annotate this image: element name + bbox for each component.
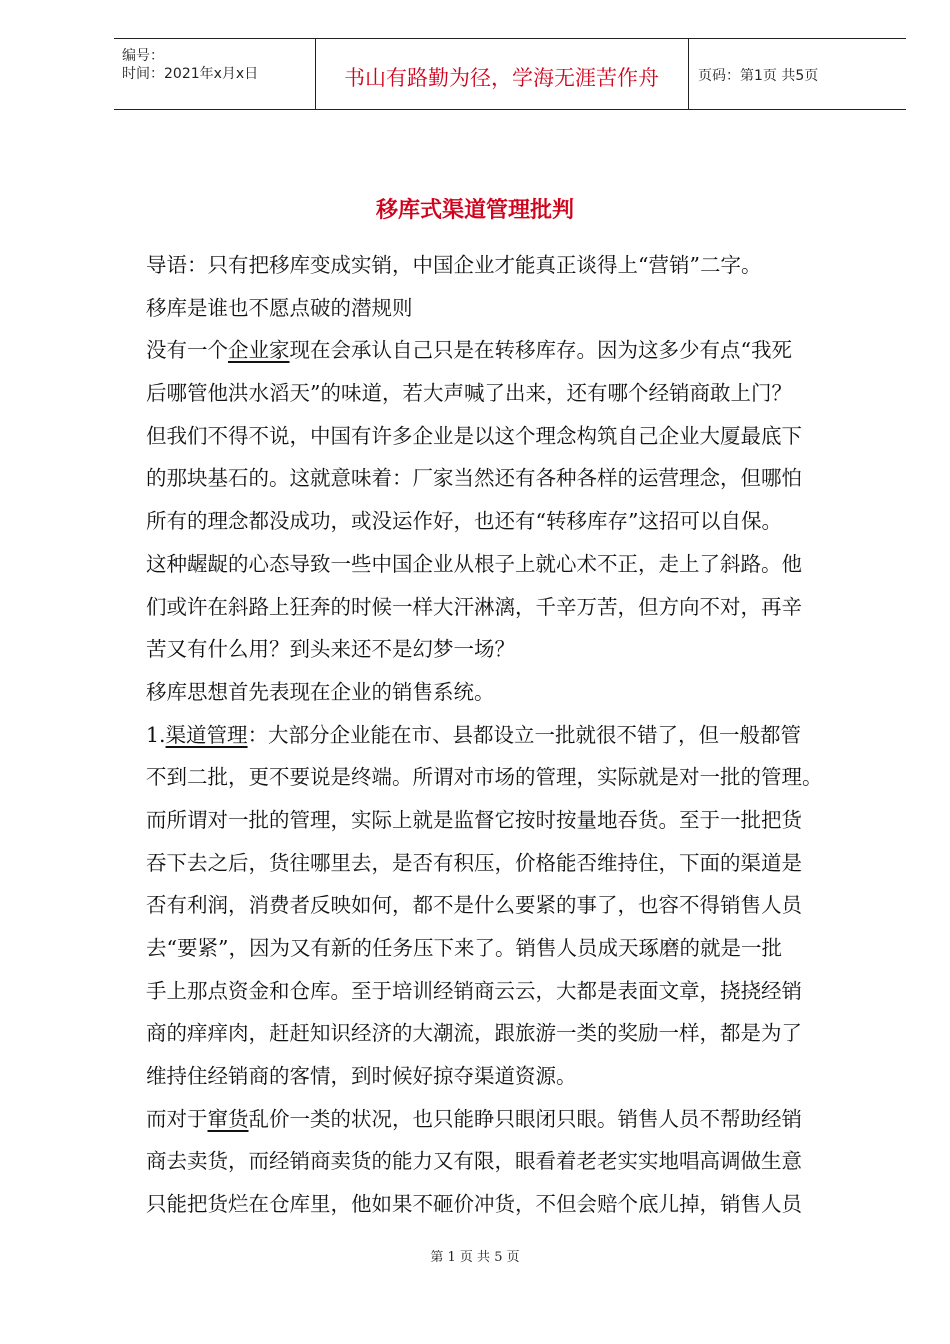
text-line [146,634,866,677]
underlined-term: 渠道管理 [165,722,248,747]
text-line [146,1189,866,1232]
number-label: 编号： [122,48,164,64]
text-segment: 苦又有什么用？到头来还不是幻梦一场？ [146,637,515,662]
text-line [146,890,866,933]
document-header [114,38,906,110]
header-info-cell [114,39,316,109]
text-segment: 去“要紧”，因为又有新的任务压下来了。销售人员成天琢磨的就是一批 [146,936,782,960]
text-line [146,463,866,506]
text-line [146,1018,866,1061]
text-line [146,549,866,592]
text-line [146,592,866,635]
text-line [146,677,866,720]
header-motto-cell [315,39,689,109]
text-line [146,335,866,378]
text-segment: 商的痒痒肉，赶赶知识经济的大潮流，跟旅游一类的奖励一样，都是为了 [146,1021,802,1046]
text-segment: 1. [146,722,166,747]
text-line [146,506,866,549]
text-segment: 导语：只有把移库变成实销，中国企业才能真正谈得上“营销”二字。 [146,253,762,277]
text-line [146,933,866,976]
text-segment: 现在会承认自己只是在转移库存。因为这多少有点“我死 [289,338,792,363]
document-body [146,250,866,1232]
time-label: 时间：2021年x月x日 [122,66,259,82]
text-line [146,762,866,805]
text-segment: 这种龌龊的心态导致一些中国企业从根子上就心术不正，走上了斜路。他 [146,551,802,576]
text-segment: 但我们不得不说，中国有许多企业是以这个理念构筑自己企业大厦最底下 [146,423,802,448]
text-segment: 否有利润，消费者反映如何，都不是什么要紧的事了，也容不得销售人员 [146,893,802,918]
text-segment: 乱价一类的状况，也只能睁只眼闭只眼。销售人员不帮助经销 [248,1106,802,1131]
text-line [146,1061,866,1104]
text-segment: 移库思想首先表现在企业的销售系统。 [146,679,495,704]
text-line [146,1104,866,1147]
text-segment: 的那块基石的。这就意味着：厂家当然还有各种各样的运营理念，但哪怕 [146,466,802,491]
document-title: 移库式渠道管理批判 [375,197,574,223]
text-segment: 移库是谁也不愿点破的潜规则 [146,295,413,320]
text-line [146,421,866,464]
text-line [146,250,866,293]
text-segment: 而对于 [146,1106,208,1131]
text-segment: 手上那点资金和仓库。至于培训经销商云云，大都是表面文章，挠挠经销 [146,978,802,1003]
text-segment: 商去卖货，而经销商卖货的能力又有限，眼看着老老实实地唱高调做生意 [146,1149,802,1174]
underlined-term: 企业家 [228,338,290,363]
text-line [146,720,866,763]
text-segment: 后哪管他洪水滔天”的味道，若大声喊了出来，还有哪个经销商敢上门？ [146,381,792,406]
text-line [146,976,866,1019]
text-segment: 们或许在斜路上狂奔的时候一样大汗淋漓，千辛万苦，但方向不对，再辛 [146,594,802,619]
motto: 书山有路勤为径，学海无涯苦作舟 [344,66,659,90]
text-segment: 维持住经销商的客情，到时候好掠夺渠道资源。 [146,1064,577,1089]
underlined-term: 窜货 [207,1106,249,1131]
text-segment: 而所谓对一批的管理，实际上就是监督它按时按量地吞货。至于一批把货 [146,807,802,832]
text-line [146,1146,866,1189]
text-line [146,293,866,336]
text-segment: 吞下去之后，货往哪里去，是否有积压，价格能否维持住，下面的渠道是 [146,850,802,875]
text-line [146,848,866,891]
text-segment: 没有一个 [146,338,228,363]
text-line [146,805,866,848]
page-code: 页码：第1页 共5页 [698,68,819,84]
text-segment: 不到二批，更不要说是终端。所谓对市场的管理，实际就是对一批的管理。 [146,765,823,790]
text-segment: ：大部分企业能在市、县都设立一批就很不错了，但一般都管 [247,722,802,747]
page-footer: 第 1 页 共 5 页 [430,1250,520,1265]
header-page-cell [688,39,906,109]
text-segment: 所有的理念都没成功，或没运作好，也还有“转移库存”这招可以自保。 [146,509,782,534]
text-segment: 只能把货烂在仓库里，他如果不砸价冲货，不但会赔个底儿掉，销售人员 [146,1192,802,1217]
text-line [146,378,866,421]
